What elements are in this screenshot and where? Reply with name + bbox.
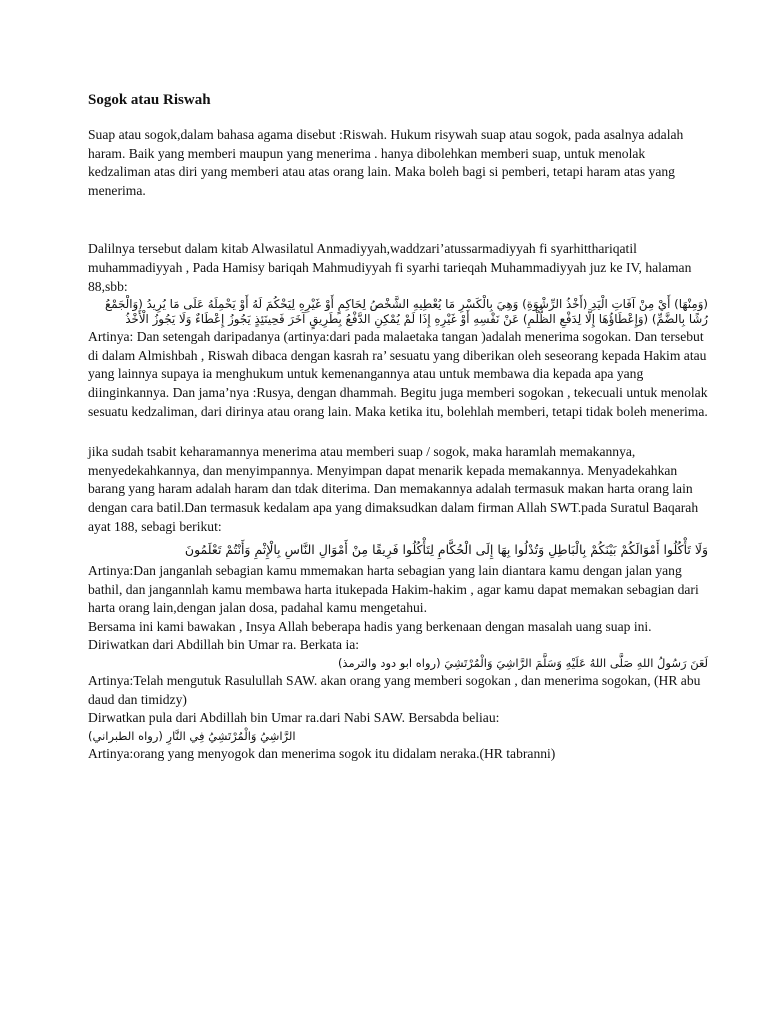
spacer bbox=[88, 200, 708, 240]
paragraph-artinya-hadith-2: Artinya:orang yang menyogok dan menerima sogok itu didalam neraka.(HR tabranni) bbox=[88, 745, 556, 761]
paragraph-artinya-hadith-1: Artinya:Telah mengutuk Rasulullah SAW. akan orang yang memberi sogokan , dan menerima sogokan, (HR abu daud dan timidzy) bbox=[88, 673, 701, 707]
spacer bbox=[88, 421, 708, 443]
document-title: Sogok atau Riswah bbox=[88, 92, 211, 108]
arabic-hadith-2: الرَّاشِيُ وَالْمُرْتَشِيُ فِي النَّارِ (رواه الطبراني) bbox=[88, 728, 296, 743]
arabic-verse-baqarah-188: وَلَا تَأْكُلُوا أَمْوَالَكُمْ بَيْنَكُمْ بِالْبَاطِلِ وَتُدْلُوا بِهَا إِلَى الْحُكَّامِ لِتَأْكُلُوا فَرِيقًا مِنْ أَمْوَالِ النَّاسِ بِالْإِثْمِ وَأَنْتُمْ تَعْلَمُونَ bbox=[184, 542, 708, 558]
paragraph-dalil: Dalilnya tersebut dalam kitab Alwasilatul Anmadiyyah,waddzari’atussarmadiyyah fi syarhitthariqatil muhammadiyyah , Pada Hamisy bariqah Mahmudiyyah fi syarhi tarieqah Muhammadiyyah juz ke IV, halaman 88,sbb: bbox=[88, 241, 692, 294]
document-page bbox=[88, 90, 708, 763]
paragraph-artinya-verse: Artinya:Dan janganlah sebagian kamu mmemakan harta sebagian yang lain diantara kamu dengan jalan yang bathil, dan jangannlah kamu membawa harta itukepada Hakim-hakim , agar kamu dapat memakan sebagian dari harta orang lain,dengan jalan dosa, padahal kamu mengetahui. bbox=[88, 563, 699, 616]
paragraph-hadis-intro: Bersama ini kami bawakan , Insya Allah beberapa hadis yang berkenaan dengan masalah uang suap ini. Diriwatkan dari Abdillah bin Umar ra. Berkata ia: bbox=[88, 618, 652, 653]
arabic-hadith-1: لَعَنَ رَسُولُ اللهِ صَلَّى اللهُ عَلَيْهِ وَسَلَّمَ الرَّاشِيَ وَالْمُرْتَشِيَ (رواه ابو دود والترمذ) bbox=[337, 656, 708, 671]
arabic-text-kitab: (وَمِنْهَا) أَيْ مِنْ آفَاتِ الْيَدِ (أَخْذُ الرِّشْوَةِ) وَهِيَ بِالْكَسْرِ مَا يُعْطِيهِ الشَّخْصُ لِحَاكِمٍ أَوْ غَيْرِهِ لِيَحْكُمَ لَهُ أَوْ يَحْمِلَهُ عَلَى مَا يُرِيدُ (وَالْجَمْعُ رُشًا بِالضَّمِّ) (وَإِعْطَاؤُهَا إِلَّا لِدَفْعِ الظُّلْمِ) عَنْ نَفْسِهِ أَوْ غَيْرِهِ إِذَا لَمْ يُمْكِنِ الدَّفْعُ بِطَرِيقٍ آخَرَ فَحِينَئِذٍ يَجُوزُ إِعْطَاءٌ وَلَا يَجُوزُ الْأَخْذُ bbox=[104, 297, 708, 327]
paragraph-keharaman: jika sudah tsabit keharamannya menerima atau memberi suap / sogok, maka haramlah memakannya, menyedekahkannya, dan menyimpannya. Menyimpan dapat menarik kepada memakannya. Menyadekahkan barang yang haram adalah haram dan tdak diterima. Dan memakannya adalah termasuk makan harta orang lain dengan cara batil.Dan termasuk kedalam apa yang dimaksudkan dalam firman Allah SWT.pada Suratul Baqarah ayat 188, sebagi berikut: bbox=[88, 444, 699, 534]
paragraph-hadith-2-intro: Dirwatkan pula dari Abdillah bin Umar ra.dari Nabi SAW. Bersabda beliau: bbox=[88, 710, 500, 726]
paragraph-intro: Suap atau sogok,dalam bahasa agama disebut :Riswah. Hukum risywah suap atau sogok, pada asalnya adalah haram. Baik yang memberi maupun yang menerima . hanya dibolehkan memberi suap, untuk menolak kedzaliman atas diri yang memberi atau atas orang lain. Maka boleh bagi si pemberi, tetapi haram atas yang menerima. bbox=[88, 127, 684, 198]
paragraph-artinya-kitab: Artinya: Dan setengah daripadanya (artinya:dari pada malaetaka tangan )adalah menerima sogokan. Dan tersebut di dalam Almishbah , Riswah dibaca dengan kasrah ra’ sesuatu yang diberikan oleh seseorang kepada Hakim atau yang lainnya supaya ia menghukum untuk kemenangannya atau untuk membawa dia kepada apa yang diinginkannya. Dan jama’nya :Rusya, dengan dhammah. Begitu juga memberi sogokan , tekecuali untuk menolak sesuatu kedzaliman, dari dirinya atau orang lain. Maka ketika itu, bolehlah memberi, tetapi tidak boleh menerima. bbox=[88, 329, 708, 419]
